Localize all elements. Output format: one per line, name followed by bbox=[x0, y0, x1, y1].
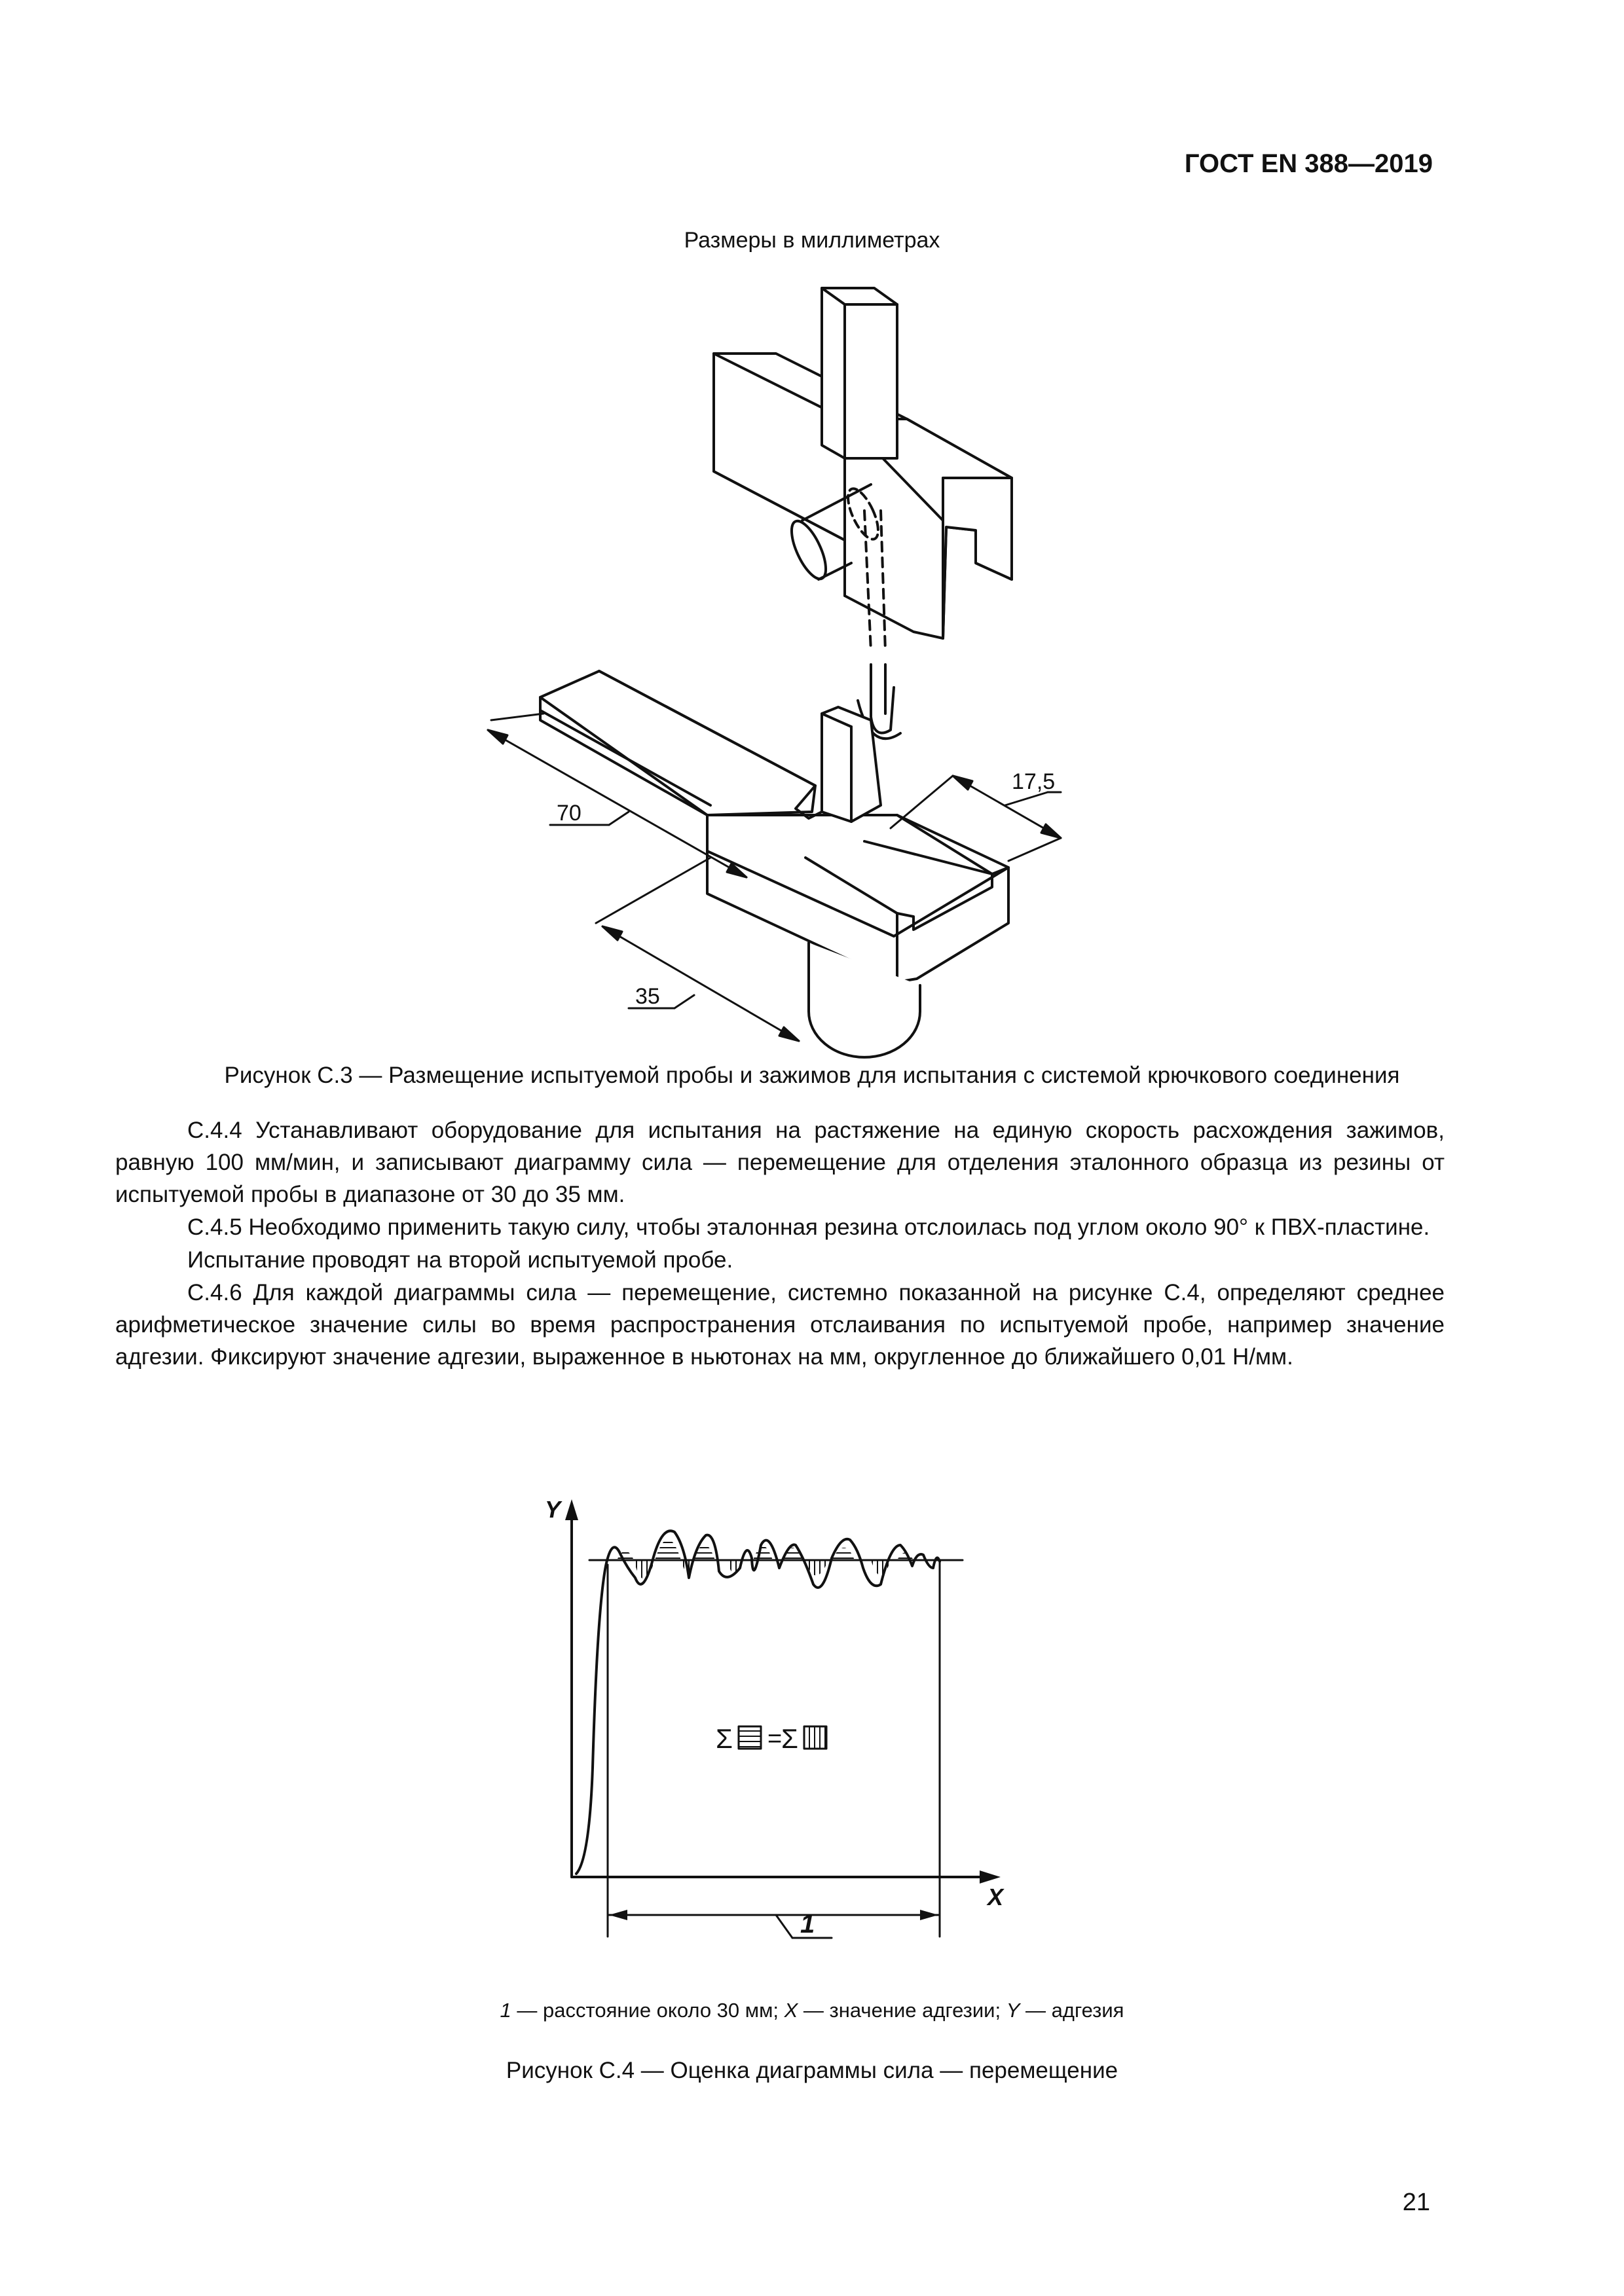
loading-rod bbox=[822, 288, 897, 458]
paragraph-test-second: Испытание проводят на второй испытуемой пробе. bbox=[187, 1247, 733, 1273]
x-axis-label: X bbox=[987, 1884, 1004, 1910]
y-axis-label: Y bbox=[545, 1496, 561, 1523]
hatch-horizontal-symbol bbox=[739, 1726, 761, 1749]
paragraph-c45: С.4.5 Необходимо применить такую силу, чтобы эталонная резина отслоилась под углом около 90° к ПВХ-пластине. bbox=[187, 1214, 1430, 1240]
figure-c4-diagram bbox=[537, 1483, 1035, 1980]
equals-sign: = bbox=[767, 1725, 783, 1753]
legend-text-3: — адгезия bbox=[1020, 1999, 1124, 2022]
paragraph-c44: С.4.4 Устанавливают оборудование для испытания на растяжение на единую скорость расхождения зажимов, равную 100 мм/мин, и записывают диаграмму сила — перемещение для отделения эталонного образца из резины от испытуемой пробы в диапазоне от 30 до 35 мм. bbox=[115, 1118, 1445, 1207]
document-header: ГОСТ EN 388—2019 bbox=[1184, 149, 1433, 178]
figure-c4-legend bbox=[0, 1999, 1624, 2022]
legend-key-x: X bbox=[784, 1999, 798, 2022]
legend-key-1: 1 bbox=[500, 1999, 511, 2022]
lower-grip-round bbox=[809, 943, 920, 1057]
hatch-vertical-symbol bbox=[804, 1726, 826, 1749]
dimension-35 bbox=[596, 858, 799, 1041]
sigma-left: Σ bbox=[716, 1723, 733, 1754]
dimension-label-70: 70 bbox=[557, 801, 581, 826]
legend-text-2: — значение адгезии; bbox=[798, 1999, 1006, 2022]
dimensions-note: Размеры в миллиметрах bbox=[684, 228, 940, 253]
distance-dimension bbox=[609, 1910, 938, 1938]
figure-c4-caption: Рисунок С.4 — Оценка диаграммы сила — перемещение bbox=[506, 2058, 1118, 2083]
body-text bbox=[115, 1114, 1445, 1374]
page-number: 21 bbox=[1402, 2189, 1430, 2216]
paragraph-c46: С.4.6 Для каждой диаграммы сила — перемещение, системно показанной на рисунке С.4, определяют среднее арифметическое значение силы во время распространения отслаивания по испытуемой пробе, например значение адгезии. Фиксируют значение адгезии, выраженное в ньютонах на мм, округленное до ближайшего 0,01 Н/мм. bbox=[115, 1280, 1445, 1370]
legend-text-1: — расстояние около 30 мм; bbox=[511, 1999, 784, 2022]
hook-connection bbox=[864, 511, 885, 651]
figure-c3-drawing bbox=[458, 275, 1087, 1061]
dimension-label-17-5: 17,5 bbox=[1012, 769, 1056, 794]
legend-key-y: Y bbox=[1006, 1999, 1020, 2022]
force-curve bbox=[576, 1531, 940, 1874]
test-specimen-strip bbox=[540, 671, 881, 822]
sigma-right: Σ bbox=[781, 1723, 798, 1754]
distance-marker: 1 bbox=[800, 1910, 815, 1939]
dimension-label-35: 35 bbox=[635, 984, 660, 1009]
lower-clamp bbox=[707, 815, 1008, 982]
figure-c3-caption: Рисунок С.3 — Размещение испытуемой пробы и зажимов для испытания с системой крючкового соединения bbox=[224, 1063, 1400, 1088]
